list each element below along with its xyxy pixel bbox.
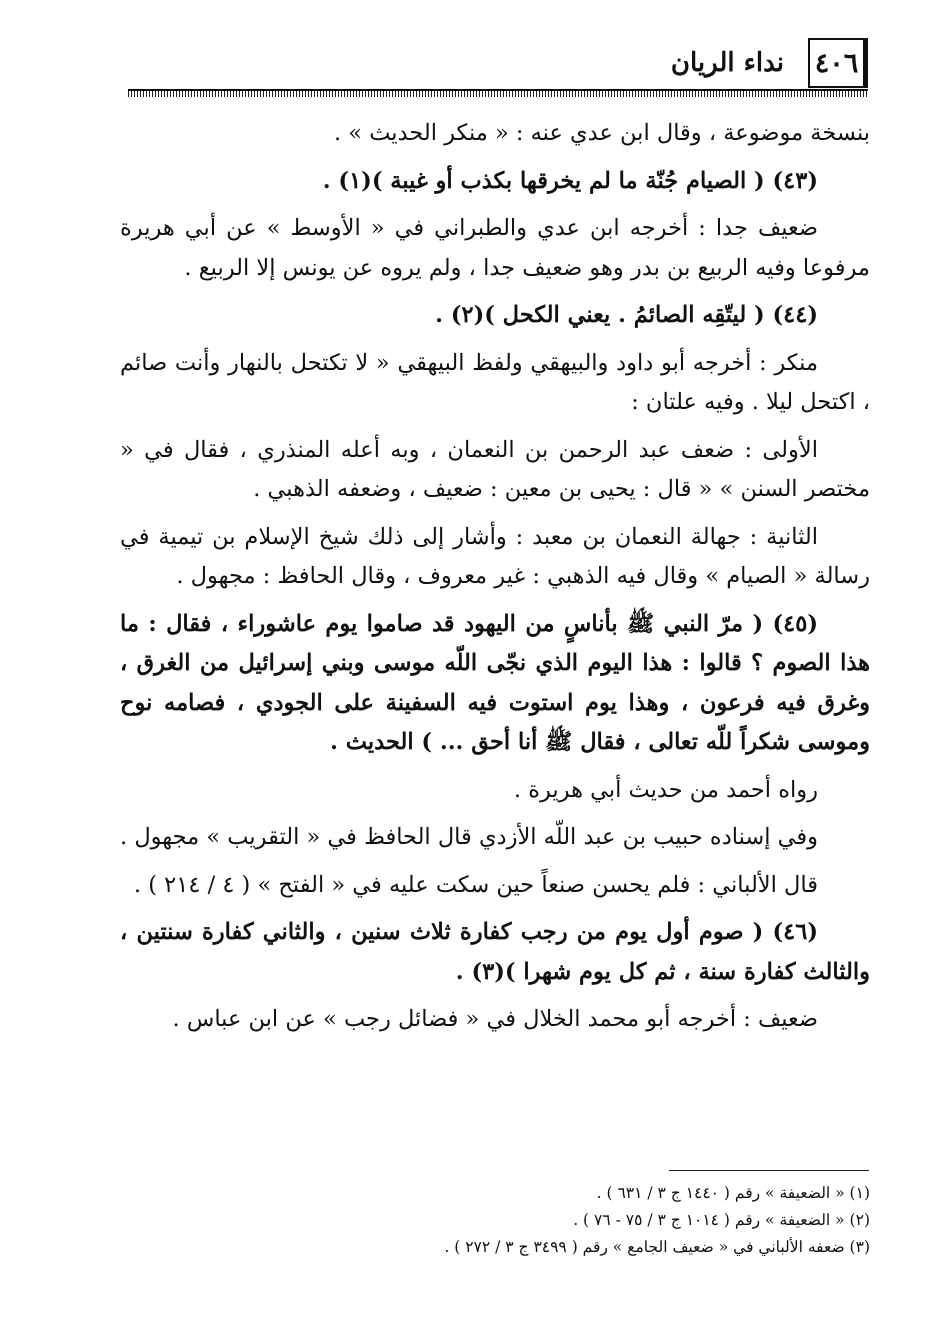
paragraph-continuation: بنسخة موضوعة ، وقال ابن عدي عنه : « منكر الحديث » . [333,120,870,146]
albani-comment: قال الألباني : فلم يحسن صنعاً حين سكت عليه في « الفتح » ( ٤ / ٢١٤ ) . [133,871,818,898]
footnote-1: (١) « الضعيفة » رقم ( ١٤٤٠ ج ٣ / ٦٣١ ) . [596,1184,870,1202]
defect-second: الثانية : جهالة النعمان بن معبد : وأشار إلى ذلك شيخ الإسلام بن تيمية في رسالة « الصيام » وقال فيه الذهبي : غير معروف ، وقال الحافظ : مجهول . [120,523,870,589]
hadith-43: (٤٣) ( الصيام جُنّة ما لم يخرقها بكذب أو غيبة )(١) . [322,167,818,194]
grading-44: منكر : أخرجه أبو داود والبيهقي ولفظ البيهقي « لا تكتحل بالنهار وأنت صائم ، اكتحل ليلا . وفيه علتان : [120,349,870,415]
header-rule [128,89,868,97]
main-text [120,114,870,1048]
narration-source: رواه أحمد من حديث أبي هريرة . [513,776,818,803]
chain-note: وفي إسناده حبيب بن عبد اللّه الأزدي قال الحافظ في « التقريب » مجهول . [120,824,818,850]
book-title: نداء الريان [670,48,784,78]
running-head [128,38,868,96]
footnote-separator [669,1170,869,1171]
grading-46: ضعيف : أخرجه أبو محمد الخلال في « فضائل رجب » عن ابن عباس . [172,1006,818,1032]
hadith-46: (٤٦) ( صوم أول يوم من رجب كفارة ثلاث سنين ، والثاني كفارة سنتين ، والثالث كفارة سنة ، ثم كل يوم شهرا )(٣) . [120,919,870,985]
grading-43: ضعيف جدا : أخرجه ابن عدي والطبراني في « الأوسط » عن أبي هريرة مرفوعا وفيه الربيع بن بدر وهو ضعيف جدا ، ولم يروه عن يونس إلا الربيع . [120,215,870,281]
defect-first: الأولى : ضعف عبد الرحمن بن النعمان ، وبه أعله المنذري ، فقال في « مختصر السنن » « قال : يحيى بن معين : ضعيف ، وضعفه الذهبي . [120,436,870,502]
footnote-2: (٢) « الضعيفة » رقم ( ١٠١٤ ج ٣ / ٧٥ - ٧٦ ) . [573,1211,870,1229]
hadith-44: (٤٤) ( ليتّقِه الصائمُ . يعني الكحل )(٢) . [435,302,818,328]
footnotes [120,1180,870,1261]
footnote-3: (٣) ضعفه الألباني في « ضعيف الجامع » رقم ( ٣٤٩٩ ج ٣ / ٢٧٢ ) . [444,1238,870,1256]
hadith-45: (٤٥) ( مرّ النبي ﷺ بأناسٍ من اليهود قد صاموا يوم عاشوراء ، فقال : ما هذا الصوم ؟ قالوا : هذا اليوم الذي نجّى اللّه موسى وبني إسرائيل من الغرق ، وغرق فيه فرعون ، وهذا يوم استوت فيه السفينة على الجودي ، فصامه نوح وموسى شكراً للّه تعالى ، فقال ﷺ أنا أحق ... ) الحديث . [120,610,870,755]
page-number: ٤٠٦ [808,38,868,88]
